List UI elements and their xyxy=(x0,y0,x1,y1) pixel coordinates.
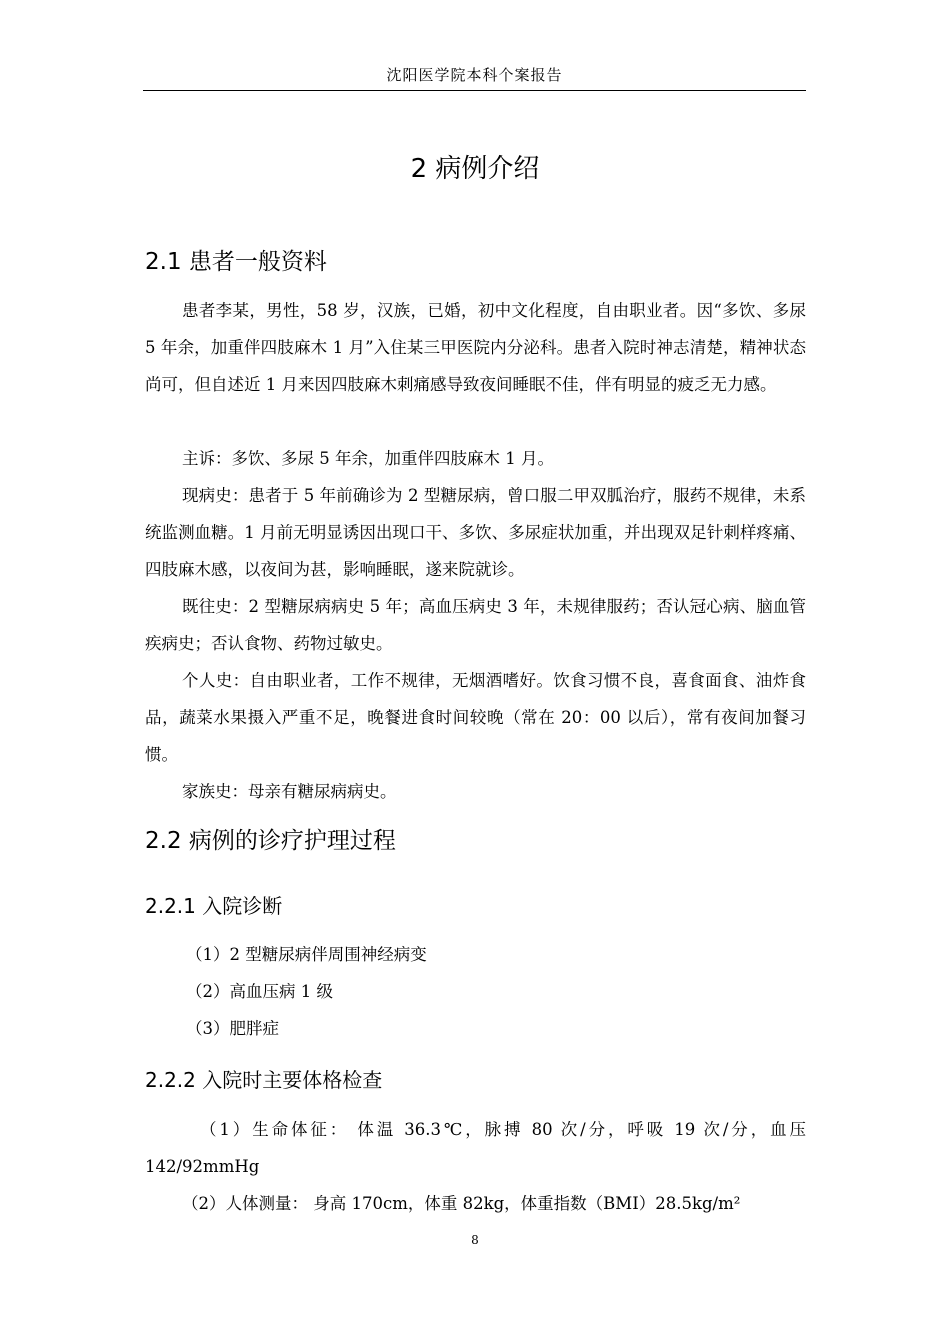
paragraph-personal-history: 个人史：自由职业者，工作不规律，无烟酒嗜好。饮食习惯不良，喜食面食、油炸食品，蔬菜水果摄入严重不足，晚餐进食时间较晚（常在 20：00 以后），常有夜间加餐习惯。 xyxy=(145,671,806,764)
paragraph-family-history: 家族史：母亲有糖尿病病史。 xyxy=(182,782,397,801)
paragraph-vital-signs: （1）生命体征： 体温 36.3℃，脉搏 80 次/分，呼吸 19 次/分，血压 142/92mmHg xyxy=(145,1120,806,1176)
header-title: 沈阳医学院本科个案报告 xyxy=(386,66,563,84)
paragraph-general-info: 患者李某，男性，58 岁，汉族，已婚，初中文化程度，自由职业者。因“多饮、多尿 5 年余，加重伴四肢麻木 1 月”入住某三甲医院内分泌科。患者入院时神志清楚，精神状态尚可，但自述近 1 月来因四肢麻木刺痛感导致夜间睡眠不佳，伴有明显的疲乏无力感。 xyxy=(145,301,806,394)
section-heading-2-1: 2.1 患者一般资料 xyxy=(145,249,327,275)
subsection-heading-2-2-2: 2.2.2 入院时主要体格检查 xyxy=(145,1068,383,1092)
page-number: 8 xyxy=(471,1233,479,1247)
chapter-title: 2 病例介绍 xyxy=(410,154,540,184)
paragraph-chief-complaint: 主诉：多饮、多尿 5 年余，加重伴四肢麻木 1 月。 xyxy=(182,449,554,468)
list-item-diagnosis-2: （2）高血压病 1 级 xyxy=(186,982,333,1001)
subsection-heading-2-2-1: 2.2.1 入院诊断 xyxy=(145,894,283,918)
page-header xyxy=(143,64,806,91)
list-item-diagnosis-1: （1）2 型糖尿病伴周围神经病变 xyxy=(186,945,427,964)
section-heading-2-2: 2.2 病例的诊疗护理过程 xyxy=(145,828,396,854)
paragraph-present-illness: 现病史：患者于 5 年前确诊为 2 型糖尿病，曾口服二甲双胍治疗，服药不规律，未系统监测血糖。1 月前无明显诱因出现口干、多饮、多尿症状加重，并出现双足针刺样疼痛、四肢麻木感，以夜间为甚，影响睡眠，遂来院就诊。 xyxy=(145,486,806,579)
paragraph-past-history: 既往史：2 型糖尿病病史 5 年；高血压病史 3 年，未规律服药；否认冠心病、脑血管疾病史；否认食物、药物过敏史。 xyxy=(145,597,806,653)
paragraph-body-measurement: （2）人体测量： 身高 170cm，体重 82kg，体重指数（BMI）28.5kg/m² xyxy=(182,1194,741,1213)
list-item-diagnosis-3: （3）肥胖症 xyxy=(186,1019,279,1038)
